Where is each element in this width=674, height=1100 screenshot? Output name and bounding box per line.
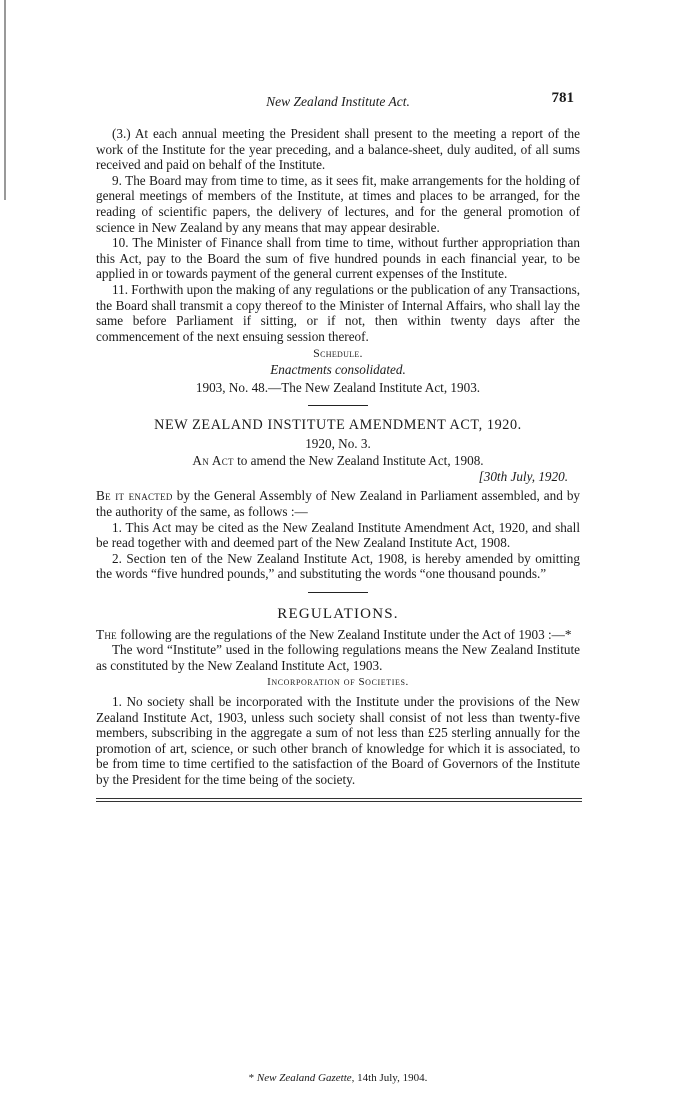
section-divider xyxy=(308,405,368,406)
footnote-date: 14th July, 1904. xyxy=(357,1072,428,1084)
long-title-lead: An Act xyxy=(192,453,234,469)
amendment-section-1: 1. This Act may be cited as the New Zealand Institute Amendment Act, 1920, and shall be read together with and deemed part of the New Zealand Institute Act, 1908. xyxy=(96,519,580,551)
schedule-entry: 1903, No. 48.—The New Zealand Institute Act, 1903. xyxy=(195,379,481,395)
footnote-rule xyxy=(96,798,582,802)
enacting-lead: Be it enacted xyxy=(96,488,173,504)
enacting-rest: by the General Assembly of New Zealand in Parliament assembled, and by the authority of the same, as follows :— xyxy=(96,488,581,520)
enacting-clause xyxy=(96,488,580,519)
section-11: 11. Forthwith upon the making of any regulations or the publication of any Transactions, the Board shall transmit a copy thereof to the Minister of Internal Affairs, who shall lay the same before Parliament if sitting, or if not, then within twenty days after the commencement of the next ensuing session thereof. xyxy=(96,281,580,344)
regulation-1: 1. No society shall be incorporated with the Institute under the provisions of the New Zealand Institute Act, 1903, unless such society shall consist of not less than twenty-five members, subscribing in the aggregate a sum of not less than £25 sterling annually for the promotion of art, science, or such other branch of knowledge for which it is associated, to be from time to time certified to the satisfaction of the Board of Governors of the Institute by the President for the time being of the society. xyxy=(96,694,580,787)
regulations-title: REGULATIONS. xyxy=(277,606,399,623)
amendment-long-title xyxy=(96,453,580,469)
schedule-heading: Schedule. xyxy=(313,346,363,361)
running-title: New Zealand Institute Act. xyxy=(266,94,410,109)
regulations-definition: The word “Institute” used in the following regulations means the New Zealand Institute as constituted by the New Zealand Institute Act, 1903. xyxy=(96,642,580,673)
running-header xyxy=(96,90,580,112)
amendment-section-2: 2. Section ten of the New Zealand Institute Act, 1908, is hereby amended by omitting the words “five hundred pounds,” and substituting the words “one thousand pounds.” xyxy=(96,550,580,582)
amendment-act-title: NEW ZEALAND INSTITUTE AMENDMENT ACT, 1920. xyxy=(154,417,522,434)
amendment-assent-date: [30th July, 1920. xyxy=(478,468,568,484)
page-number: 781 xyxy=(551,90,574,106)
footnote xyxy=(96,1072,580,1084)
section-10: 10. The Minister of Finance shall from time to time, without further appropriation than this Act, pay to the Board the sum of five hundred pounds in each financial year, to be applied in or towards payment of the general current expenses of the Institute. xyxy=(96,235,580,282)
incorporation-heading: Incorporation of Societies. xyxy=(267,676,409,689)
footnote-source: New Zealand Gazette, xyxy=(256,1072,355,1084)
regulations-intro-rest: following are the regulations of the New Zealand Institute under the Act of 1903 :—* xyxy=(120,626,572,642)
footnote-marker: * xyxy=(248,1072,255,1084)
body-text xyxy=(96,126,580,802)
section-divider xyxy=(308,592,368,593)
binding-edge-mark xyxy=(4,0,6,200)
paragraph-3: (3.) At each annual meeting the President shall present to the meeting a report of the work of the Institute for the year preceding, and a balance-sheet, duly audited, of all sums received and paid on behalf of the Institute. xyxy=(96,126,580,173)
amendment-act-number: 1920, No. 3. xyxy=(305,435,371,451)
long-title-rest: to amend the New Zealand Institute Act, 1908. xyxy=(237,453,484,469)
regulations-intro xyxy=(96,627,580,643)
section-9: 9. The Board may from time to time, as it sees fit, make arrangements for the holding of general meetings of members of the Institute, at times and places to be arranged, for the reading of scientific papers, the delivery of lectures, and for the general promotion of science in New Zealand by any means that may appear desirable. xyxy=(96,172,580,235)
schedule-subheading: Enactments consolidated. xyxy=(270,361,406,377)
regulations-intro-lead: The xyxy=(96,626,117,642)
